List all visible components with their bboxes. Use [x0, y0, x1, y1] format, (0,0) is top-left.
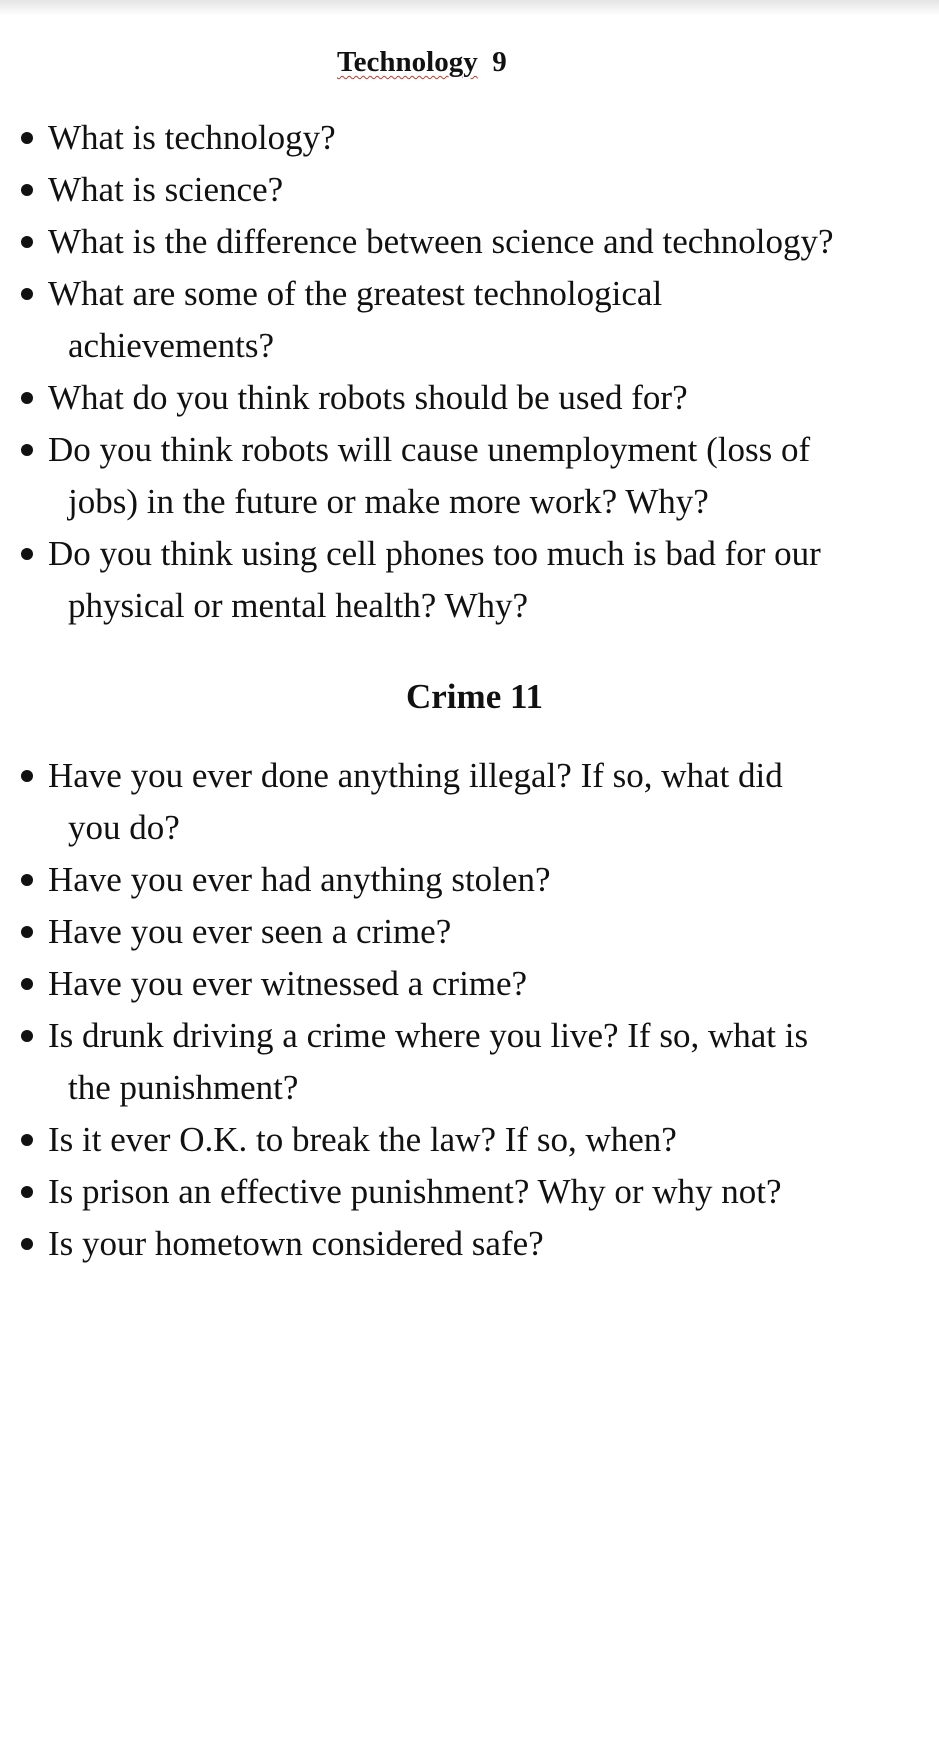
bullet-icon — [21, 1186, 33, 1198]
bullet-icon — [21, 184, 33, 196]
question-text-line-1: Do you think robots will cause unemployment (loss of — [48, 430, 811, 469]
crime-heading: Crime 11 — [406, 677, 544, 716]
question-text: Have you ever seen a crime? — [48, 912, 452, 951]
bullet-icon — [21, 978, 33, 990]
list-item — [0, 164, 939, 216]
question-text: What is the difference between science and technology? — [48, 222, 834, 261]
page-top-shadow — [0, 0, 939, 16]
bullet-icon — [21, 1238, 33, 1250]
bullet-icon — [21, 392, 33, 404]
question-text: Is it ever O.K. to break the law? If so, when? — [48, 1120, 677, 1159]
bullet-icon — [21, 132, 33, 144]
question-text-line-2: achievements? — [68, 326, 275, 365]
list-item — [0, 112, 939, 164]
crime-question-list — [0, 750, 939, 1270]
list-item — [0, 424, 939, 528]
question-text: Is prison an effective punishment? Why or why not? — [48, 1172, 782, 1211]
question-text: Have you ever witnessed a crime? — [48, 964, 528, 1003]
list-item — [0, 1166, 939, 1218]
list-item — [0, 906, 939, 958]
list-item — [0, 1010, 939, 1114]
technology-title: Technology — [337, 46, 478, 78]
question-text-line-2: you do? — [68, 808, 180, 847]
question-text-line-1: Have you ever done anything illegal? If so, what did — [48, 756, 783, 795]
bullet-icon — [21, 444, 33, 456]
question-text: What do you think robots should be used for? — [48, 378, 688, 417]
question-text-line-2: physical or mental health? Why? — [68, 586, 529, 625]
list-item — [0, 528, 939, 632]
technology-question-list — [0, 112, 939, 632]
list-item — [0, 854, 939, 906]
list-item — [0, 1114, 939, 1166]
bullet-icon — [21, 874, 33, 886]
bullet-icon — [21, 288, 33, 300]
list-item — [0, 372, 939, 424]
question-text: Is your hometown considered safe? — [48, 1224, 544, 1263]
question-text-line-1: Is drunk driving a crime where you live? If so, what is — [48, 1016, 809, 1055]
bullet-icon — [21, 548, 33, 560]
question-text: What is technology? — [48, 118, 336, 157]
question-text-line-1: What are some of the greatest technological — [48, 274, 663, 313]
list-item — [0, 1218, 939, 1270]
bullet-icon — [21, 236, 33, 248]
question-text: What is science? — [48, 170, 284, 209]
bullet-icon — [21, 770, 33, 782]
technology-number: 9 — [492, 46, 507, 78]
bullet-icon — [21, 1030, 33, 1042]
list-item — [0, 958, 939, 1010]
list-item — [0, 216, 939, 268]
list-item — [0, 268, 939, 372]
question-text: Have you ever had anything stolen? — [48, 860, 551, 899]
technology-heading — [337, 46, 939, 79]
bullet-icon — [21, 926, 33, 938]
bullet-icon — [21, 1134, 33, 1146]
question-text-line-1: Do you think using cell phones too much is bad for our — [48, 534, 821, 573]
list-item — [0, 750, 939, 854]
question-text-line-2: jobs) in the future or make more work? Why? — [68, 482, 709, 521]
question-text-line-2: the punishment? — [68, 1068, 299, 1107]
